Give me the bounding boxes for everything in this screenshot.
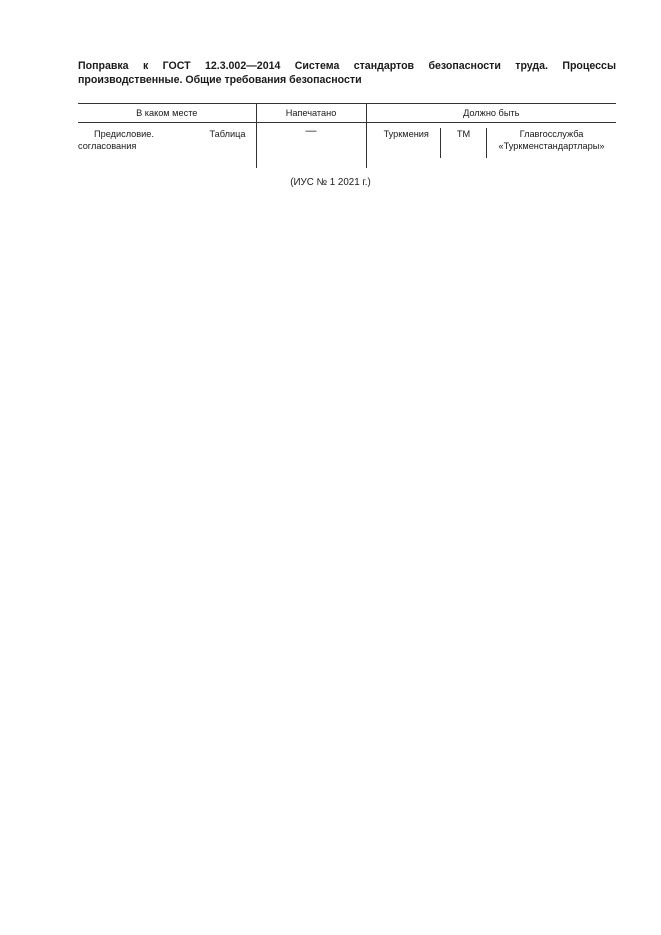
correction-title: Поправка к ГОСТ 12.3.002—2014 Система стандартов безопасности труда. Процессы производственные. Общие требования безопасности [78,60,616,86]
cell-printed: — [256,123,366,169]
table-header-row [78,104,616,123]
header-should-be: Должно быть [366,104,616,123]
should-be-subtable [373,128,617,158]
correction-table [78,103,616,168]
agency-line-1: Главгосслужба [519,129,584,139]
cell-country: Туркмения [383,129,429,139]
cell-place: Предисловие. Таблица согласования [78,129,246,151]
cell-country-code: TM [441,128,487,158]
header-printed: Напечатано [256,104,366,123]
agency-line-2: «Туркменстандартлары» [498,141,605,151]
cell-agency [487,128,617,158]
header-where: В каком месте [78,104,256,123]
table-row [78,123,616,169]
cell-should-be [366,123,616,169]
issue-reference: (ИУС № 1 2021 г.) [290,177,371,188]
